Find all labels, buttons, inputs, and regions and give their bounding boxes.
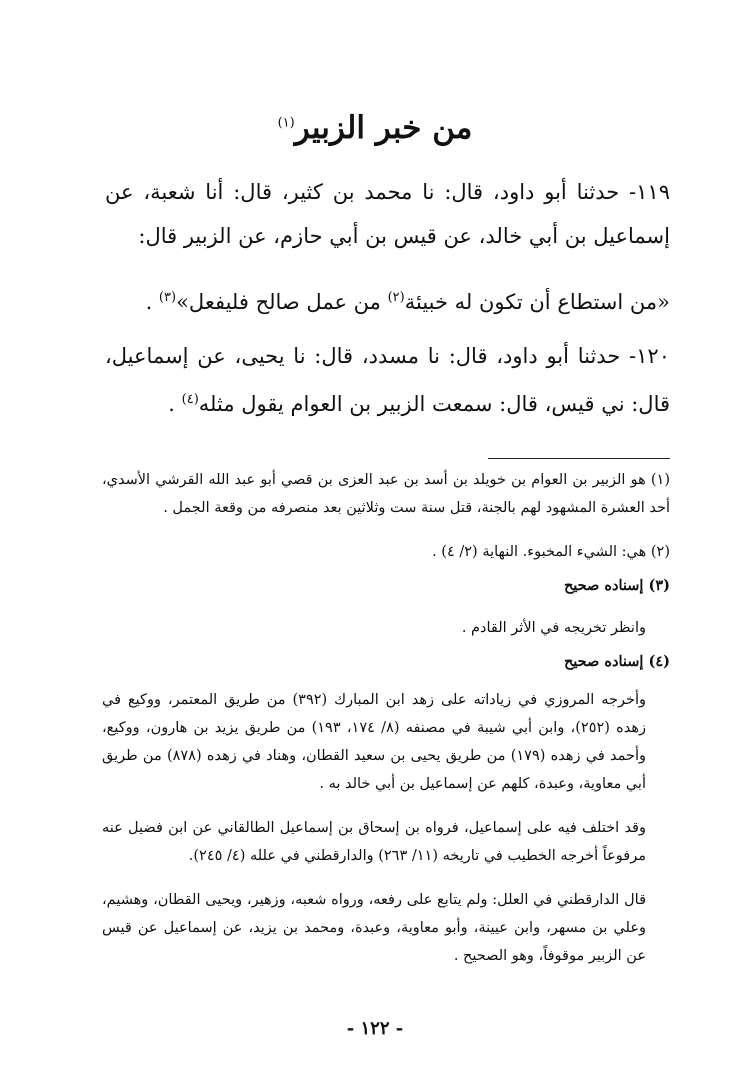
hadith-text: ١١٩- حدثنا أبو داود، قال: نا محمد بن كثير، قال: أنا شعبة، عن إسماعيل بن أبي خالد، عن قيس بن أبي حازم، عن الزبير قال: [105,180,670,248]
footnote-ref-1: (١) [277,115,295,131]
hadith-tail: . [168,392,182,416]
footnote-1: (١) هو الزبير بن العوام بن خويلد بن أسد بن عبد العزى بن قصي أبو عبد الله القرشي الأسدي، أحد العشرة المشهود لهم بالجنة، قتل سنة ست وثلاثين بعد منصرفه من وقعة الجمل . [102,472,670,516]
footnote-ref-4: (٤) [181,392,199,407]
footnote-3-text: وانظر تخريجه في الأثر القادم . [461,620,646,636]
page-number: - ١٢٢ - [346,1018,404,1039]
matn-tail: . [145,290,159,314]
chapter-title-text: من خبر الزبير [294,110,473,146]
footnote-4-para-3: قال الدارقطني في العلل: ولم يتابع على رفعه، ورواه شعبه، وزهير، ويحيى القطان، وهشيم، وعلي بن مسهر، وابن عيينة، وأبو معاوية، وعبدة، ومحمد بن يزيد، عن إسماعيل عن قيس عن الزبير موقوفاً، وهو الصحيح . [102,892,646,964]
hadith-119-matn [105,276,670,324]
footnote-4-label: (٤) إسناده صحيح [563,653,670,670]
matn-part-2: من عمل صالح فليفعل» [176,290,388,314]
hadith-text: ١٢٠- حدثنا أبو داود، قال: نا مسدد، قال: نا يحيى، عن إسماعيل، قال: ني قيس، قال: سمعت الزبير بن العوام يقول مثله [105,344,670,416]
matn-part-1: «من استطاع أن تكون له خبيئة [404,290,670,314]
footnote-ref-2: (٢) [387,290,405,305]
footnote-4-para-1: وأخرجه المروزي في زياداته على زهد ابن المبارك (٣٩٢) من طريق المعتمر، ووكيع في زهده (٢٥٢)، وابن أبي شيبة في مصنفه (٨/ ١٧٤، ١٩٣) من طريق يزيد بن هارون، ووكيع، وأحمد في زهده (١٧٩) من طريق يحيى بن سعيد القطان، وهناد في زهده (٨٧٨) من طريق أبي معاوية، وعبدة، كلهم عن إسماعيل بن أبي خالد به . [102,692,647,792]
chapter-title [0,110,750,146]
footnote-2: (٢) هي: الشيء المخبوء. النهاية (٢/ ٤) . [432,544,670,560]
footnote-ref-3: (٣) [158,290,177,305]
hadith-120 [105,334,670,426]
footnote-3-label: (٣) إسناده صحيح [563,577,670,594]
footnote-separator [488,458,670,459]
footnote-4-para-2: وقد اختلف فيه على إسماعيل، فرواه بن إسحاق بن إسماعيل الطالقاني عن ابن فضيل عنه مرفوعاً أخرجه الخطيب في تاريخه (١١/ ٢٦٣) والدارقطني في علله (٤/ ٢٤٥). [102,820,646,864]
hadith-119-chain [105,170,670,258]
